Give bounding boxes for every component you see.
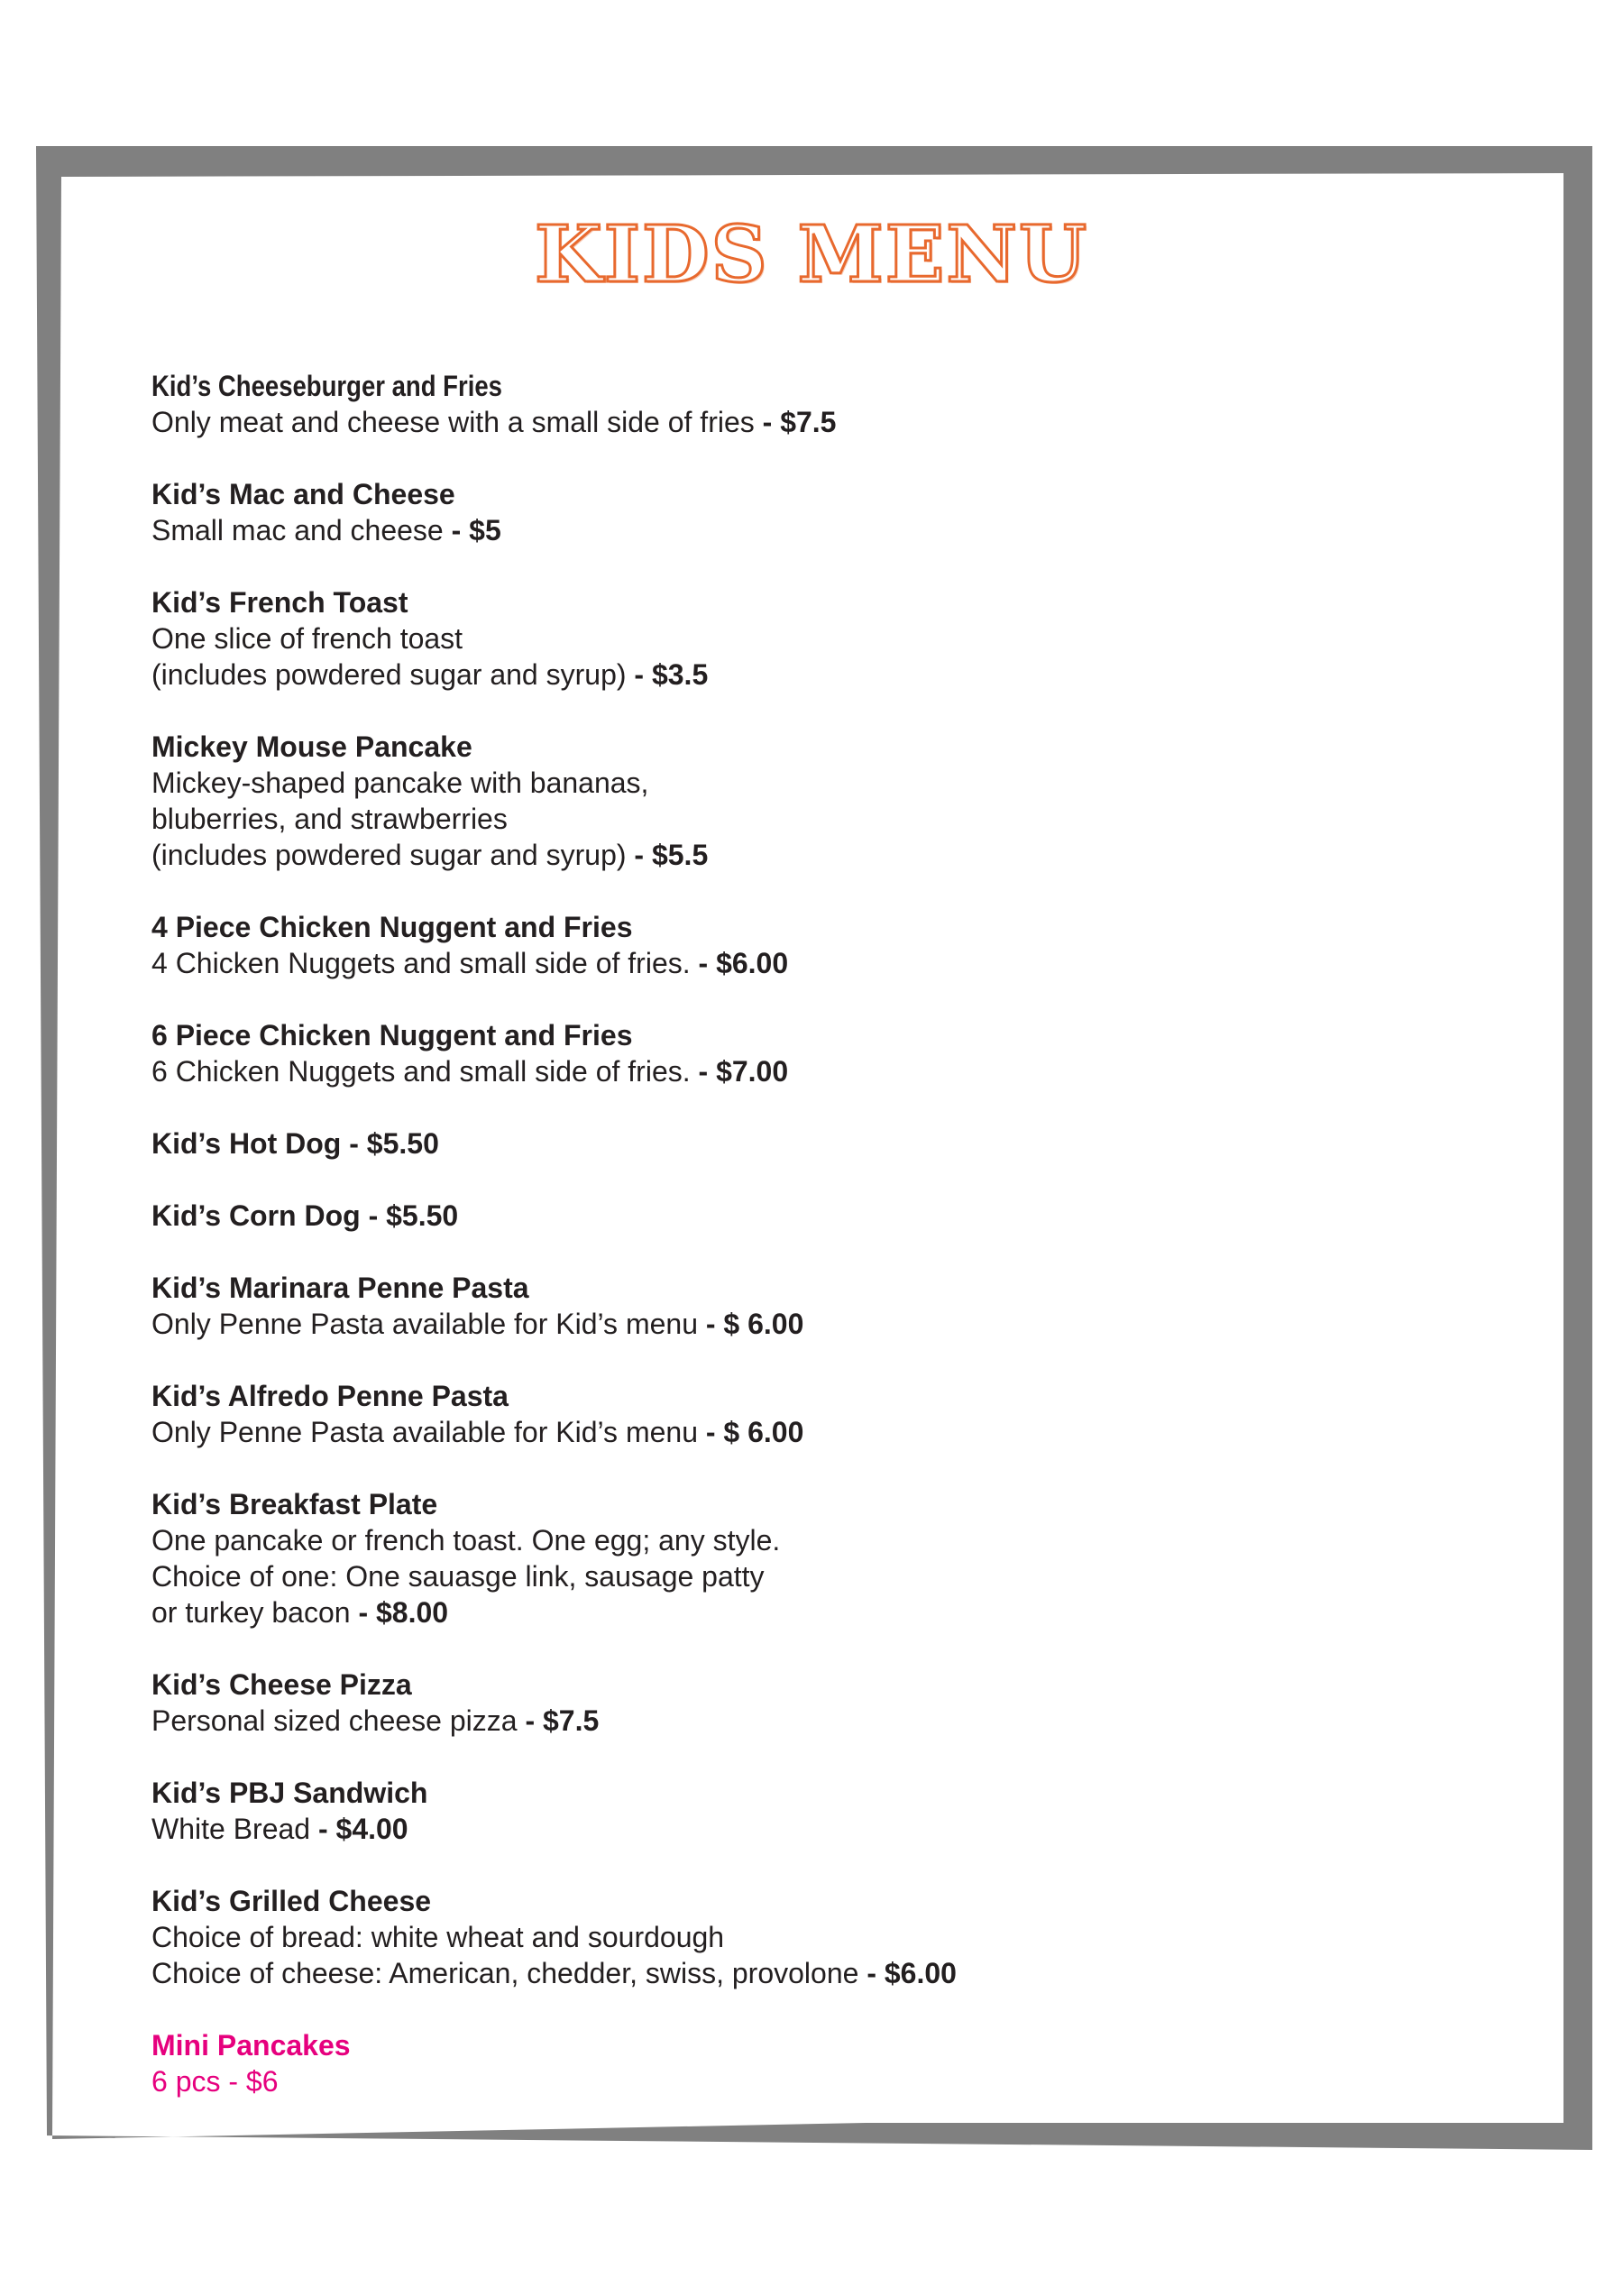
menu-item-pbj-sandwich bbox=[151, 1775, 1459, 1847]
item-description: (includes powdered sugar and syrup) - $3.5 bbox=[151, 658, 709, 691]
menu-item-mini-pancakes bbox=[151, 2027, 1459, 2099]
item-price: - $ 6.00 bbox=[705, 1308, 804, 1340]
item-price: - $7.5 bbox=[762, 406, 837, 438]
menu-item-cheese-pizza bbox=[151, 1667, 1459, 1739]
item-description: Only Penne Pasta available for Kid’s menu - $ 6.00 bbox=[151, 1416, 804, 1448]
menu-item-french-toast bbox=[151, 584, 1459, 693]
item-price: - $8.00 bbox=[350, 1596, 449, 1629]
item-description: Choice of bread: white wheat and sourdough bbox=[151, 1921, 725, 1953]
item-price: - $7.5 bbox=[525, 1704, 600, 1737]
menu-item-alfredo-penne bbox=[151, 1378, 1459, 1450]
item-name: Kid’s Cheese Pizza bbox=[151, 1668, 412, 1701]
item-price: - $5.5 bbox=[626, 839, 709, 871]
item-name: Kid’s Alfredo Penne Pasta bbox=[151, 1380, 509, 1412]
item-price: - $3.5 bbox=[634, 658, 709, 691]
item-price: - $5 bbox=[451, 514, 501, 546]
item-name: Kid’s French Toast bbox=[151, 586, 408, 619]
item-name: Kid’s Breakfast Plate bbox=[151, 1488, 438, 1520]
item-description: or turkey bacon - $8.00 bbox=[151, 1596, 449, 1629]
menu-item-breakfast-plate bbox=[151, 1486, 1459, 1630]
menu-item-grilled-cheese bbox=[151, 1883, 1459, 1991]
menu-item-mickey-pancake bbox=[151, 729, 1459, 873]
item-description: Personal sized cheese pizza - $7.5 bbox=[151, 1704, 600, 1737]
item-description: One pancake or french toast. One egg; any style. bbox=[151, 1524, 781, 1557]
item-description: Small mac and cheese - $5 bbox=[151, 514, 501, 546]
menu-title: KIDS MENU bbox=[535, 209, 1088, 300]
menu-item-cheeseburger bbox=[151, 368, 1459, 440]
item-description: 6 pcs - $6 bbox=[151, 2065, 279, 2098]
item-description: Choice of one: One sauasge link, sausage patty bbox=[151, 1560, 765, 1593]
item-name: Kid’s Marinara Penne Pasta bbox=[151, 1272, 529, 1304]
menu-item-mac-and-cheese bbox=[151, 476, 1459, 548]
item-price: - $ 6.00 bbox=[705, 1416, 804, 1448]
item-name: Kid’s PBJ Sandwich bbox=[151, 1777, 428, 1809]
item-name: Kid’s Hot Dog - $5.50 bbox=[151, 1127, 439, 1160]
item-description: 4 Chicken Nuggets and small side of fries. - $6.00 bbox=[151, 947, 789, 979]
item-name: Mickey Mouse Pancake bbox=[151, 730, 472, 763]
menu-item-corn-dog bbox=[151, 1198, 1459, 1234]
menu-item-marinara-penne bbox=[151, 1270, 1459, 1342]
item-description: 6 Chicken Nuggets and small side of fries. - $7.00 bbox=[151, 1055, 789, 1088]
item-name: 6 Piece Chicken Nuggent and Fries bbox=[151, 1019, 633, 1052]
item-price: - $6.00 bbox=[867, 1957, 957, 1989]
item-description: bluberries, and strawberries bbox=[151, 803, 508, 835]
menu-item-hot-dog bbox=[151, 1125, 1459, 1162]
item-description: Choice of cheese: American, chedder, swiss, provolone - $6.00 bbox=[151, 1957, 957, 1989]
item-description: Only Penne Pasta available for Kid’s menu - $ 6.00 bbox=[151, 1308, 804, 1340]
item-price: - $6.00 bbox=[698, 947, 789, 979]
item-description: Mickey-shaped pancake with bananas, bbox=[151, 767, 649, 799]
item-description: White Bread - $4.00 bbox=[151, 1813, 408, 1845]
item-name: 4 Piece Chicken Nuggent and Fries bbox=[151, 911, 633, 943]
item-price: - $4.00 bbox=[317, 1813, 408, 1845]
item-name: Kid’s Cheeseburger and Fries bbox=[151, 370, 502, 402]
item-description: Only meat and cheese with a small side of fries - $7.5 bbox=[151, 406, 837, 438]
item-price: - $7.00 bbox=[698, 1055, 789, 1088]
menu-item-4-piece-nuggets bbox=[151, 909, 1459, 981]
item-description: (includes powdered sugar and syrup) - $5.5 bbox=[151, 839, 709, 871]
item-name: Kid’s Mac and Cheese bbox=[151, 478, 455, 510]
menu-item-6-piece-nuggets bbox=[151, 1017, 1459, 1089]
menu-list bbox=[151, 368, 1459, 2135]
item-name: Kid’s Corn Dog - $5.50 bbox=[151, 1199, 459, 1232]
item-name: Kid’s Grilled Cheese bbox=[151, 1885, 432, 1917]
item-description: One slice of french toast bbox=[151, 622, 463, 655]
item-name: Mini Pancakes bbox=[151, 2029, 351, 2062]
